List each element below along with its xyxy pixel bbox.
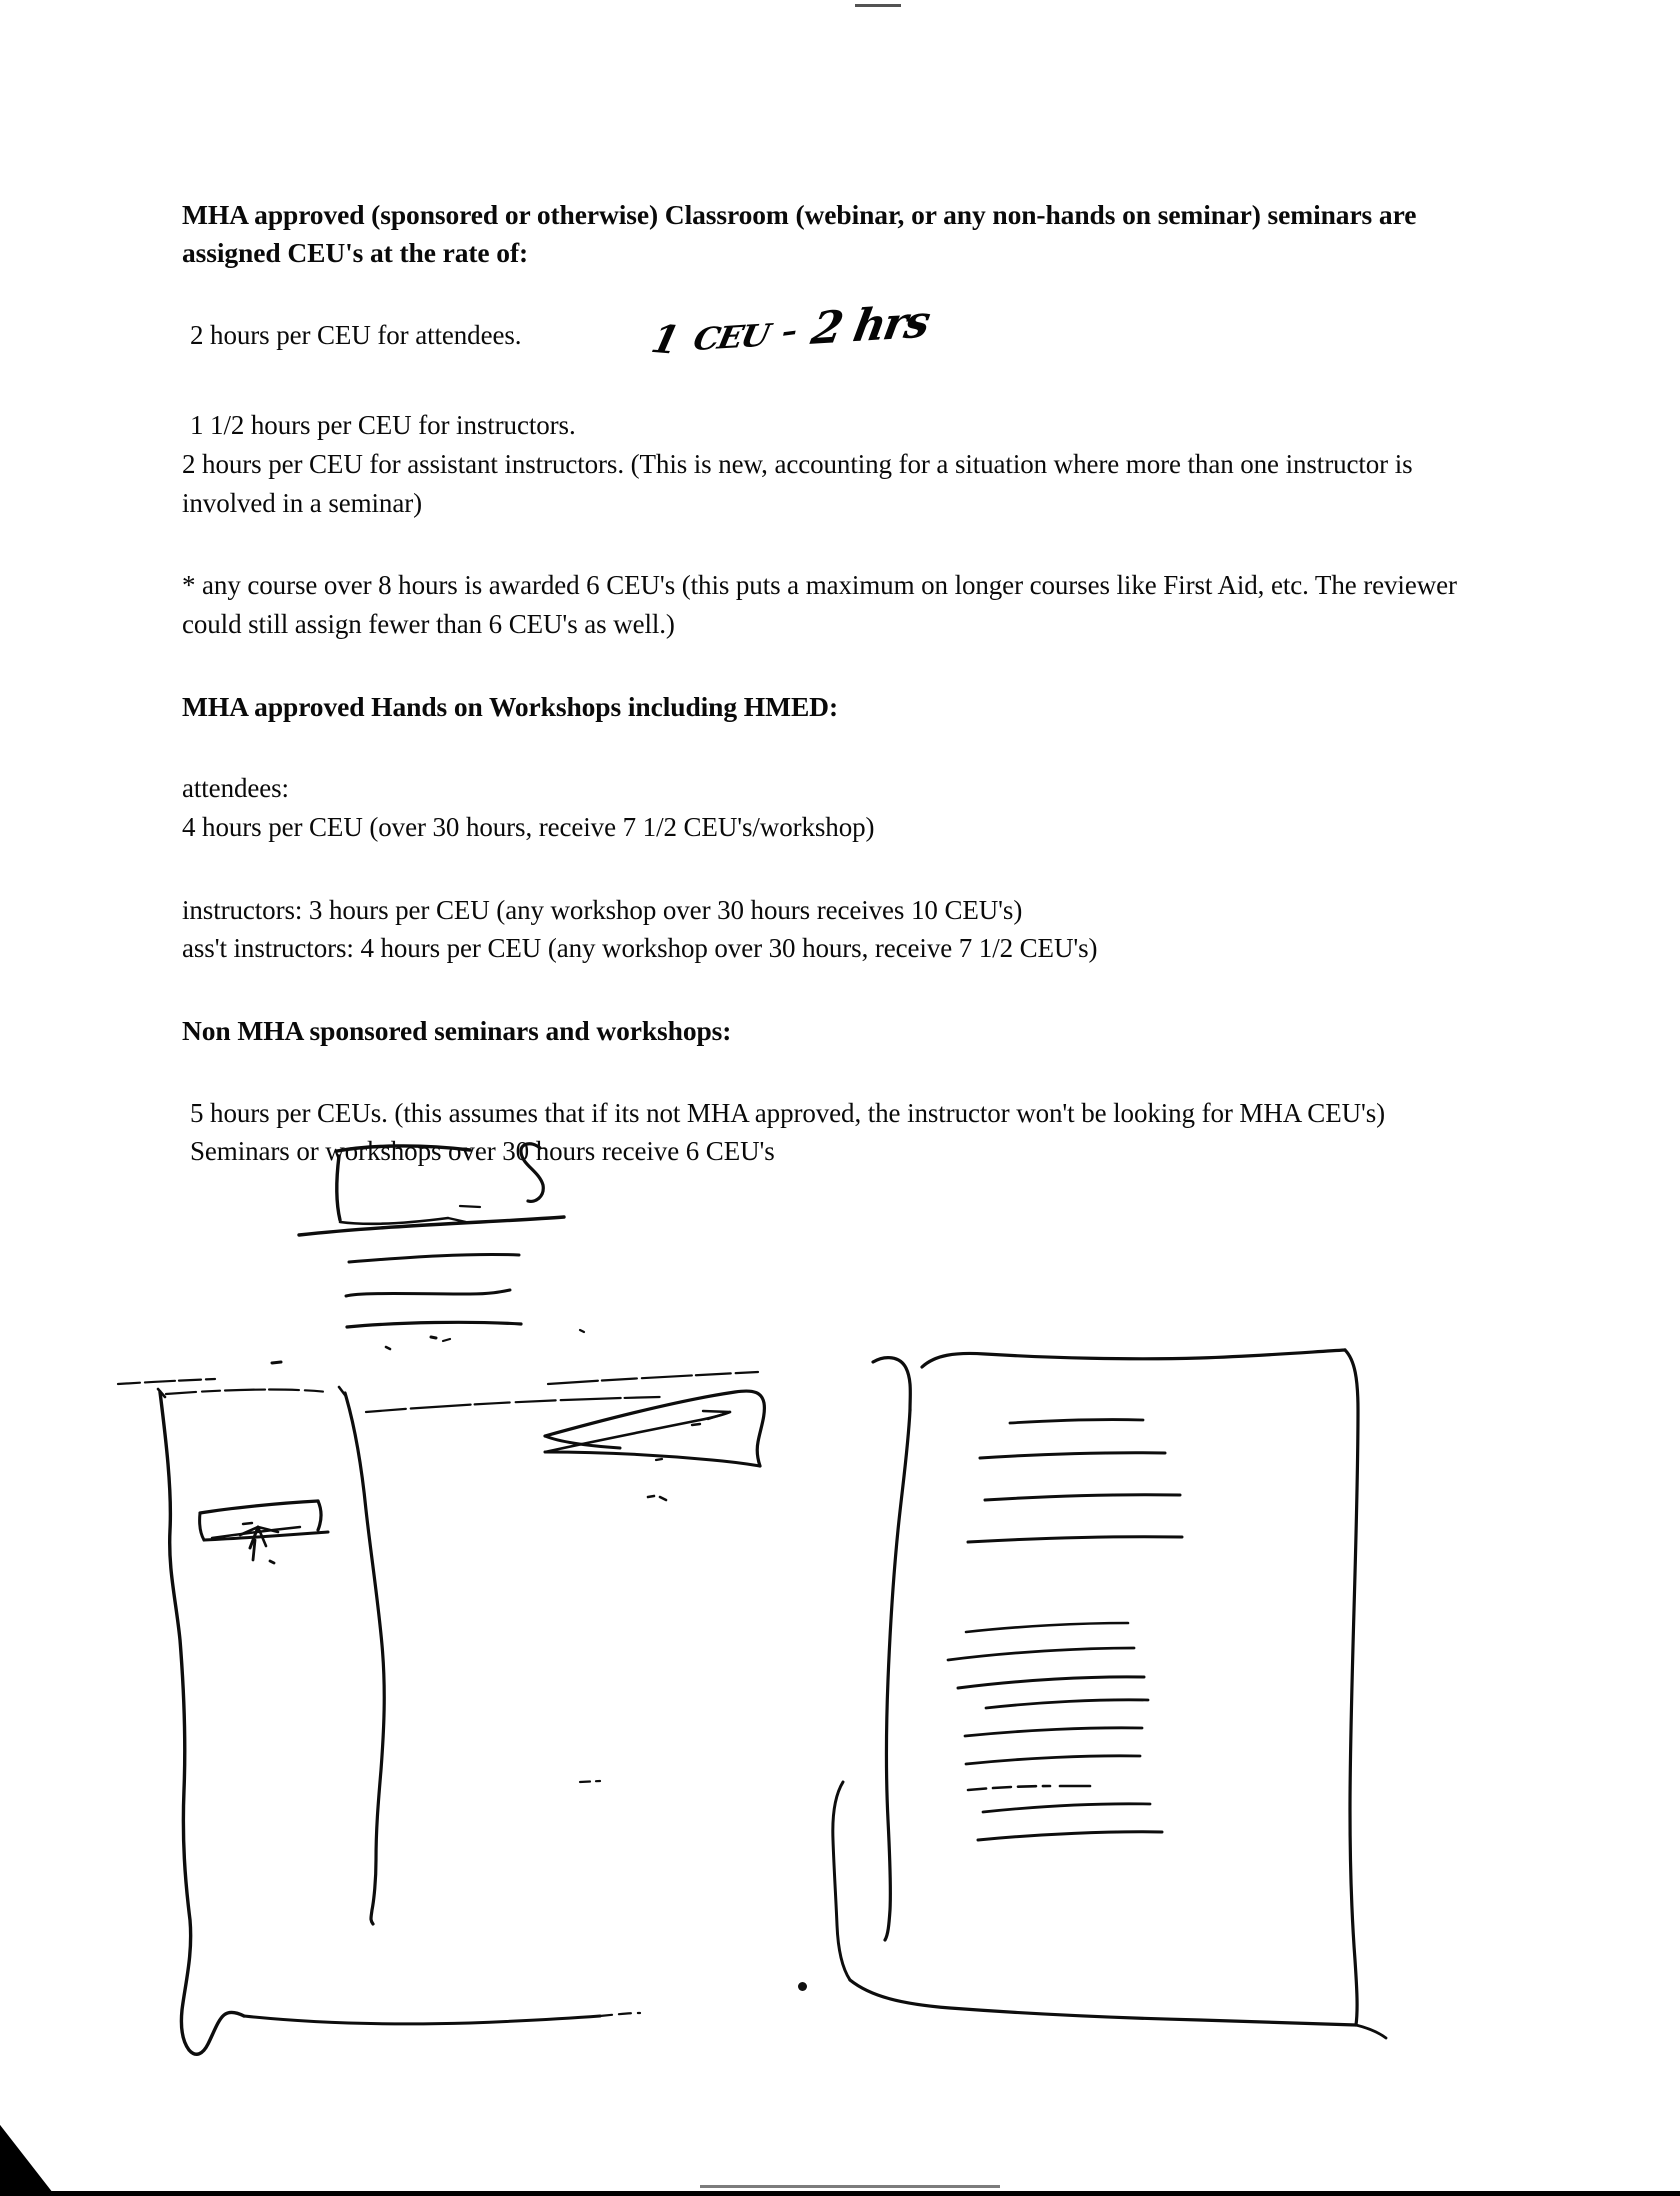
sketch-right-panel: [833, 1350, 1386, 2038]
handwriting-dash: –: [781, 312, 799, 350]
rate-line-attendees-text: 2 hours per CEU for attendees.: [190, 319, 522, 350]
spacer: [182, 644, 1487, 688]
spacer: [182, 522, 1487, 566]
spacer: [182, 1050, 1487, 1094]
hands-on-assistant-instructors-rate: ass't instructors: 4 hours per CEU (any workshop over 30 hours, receive 7 1/2 CEU's): [182, 933, 1098, 964]
spacer: [182, 354, 1487, 406]
spacer: [182, 968, 1487, 1012]
section-heading-non-mha: Non MHA sponsored seminars and workshops:: [182, 1014, 732, 1046]
spacer: [182, 725, 1487, 769]
section-heading-classroom: MHA approved (sponsored or otherwise) Classroom (webinar, or any non-hands on seminar) seminars are assigned CEU's at the rate of:: [182, 199, 1417, 268]
hands-on-attendees-rate: 4 hours per CEU (over 30 hours, receive 7 1/2 CEU's/workshop): [182, 812, 875, 843]
sketch-small-ruled-block: [299, 1144, 564, 1349]
hands-on-attendees-label: attendees:: [182, 773, 289, 804]
sketch-top-dashed-rule: [366, 1397, 660, 1412]
scan-bottom-edge: [0, 2191, 1680, 2196]
spacer: [182, 847, 1487, 891]
rate-note-max-ceus: * any course over 8 hours is awarded 6 CEU's (this puts a maximum on longer courses like First Aid, etc. The reviewer could still assign fewer than 6 CEU's as well.): [182, 570, 1457, 639]
scan-speck: [798, 1982, 807, 1991]
scan-artifact-bottom-dash: [700, 2185, 1000, 2188]
handwriting-unit: CEU: [690, 316, 772, 358]
hands-on-instructors-rate: instructors: 3 hours per CEU (any workshop over 30 hours receives 10 CEU's): [182, 894, 1023, 925]
section-heading-hands-on: MHA approved Hands on Workshops including HMED:: [182, 690, 838, 722]
sketch-right-panel-rules: [948, 1420, 1182, 1840]
sketch-left-panel: [158, 1389, 640, 2054]
document-body: [182, 196, 1487, 1171]
sketch-flag-arrow: [545, 1330, 764, 1500]
rate-line-assistant-instructors: 2 hours per CEU for assistant instructors. (This is new, accounting for a situation where more than one instructor is involved in a seminar): [182, 449, 1413, 518]
sketch-middle-divider: [339, 1387, 384, 1924]
scan-artifact-top-dash: [855, 4, 901, 7]
rate-line-attendees: [182, 296, 1487, 363]
handwriting-number: 1: [647, 315, 685, 363]
sketch-inner-label-box: [200, 1501, 328, 1563]
handwriting-value: 2 hrs: [807, 296, 933, 355]
scan-corner-fold: [0, 2112, 60, 2196]
sketch-stray-marks: [118, 1362, 600, 1782]
scan-top-edge: [0, 0, 1680, 10]
rate-line-instructors: 1 1/2 hours per CEU for instructors.: [190, 410, 576, 441]
non-mha-rate-line: 5 hours per CEUs. (this assumes that if its not MHA approved, the instructor won't be looking for MHA CEU's) Seminars or workshops over 30 hours receive 6 CEU's: [190, 1097, 1386, 1167]
